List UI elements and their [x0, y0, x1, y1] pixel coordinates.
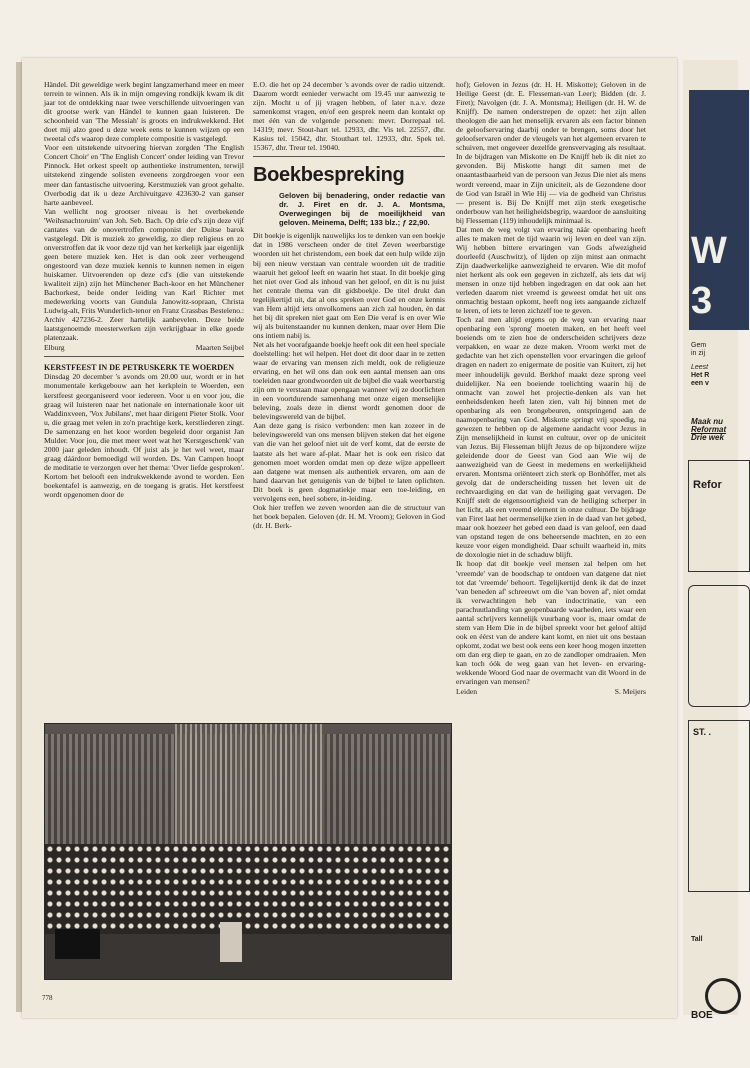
ad-line: Reformat — [691, 425, 727, 434]
ad-number: 3 — [691, 280, 713, 322]
column-2 — [253, 80, 445, 710]
ad-line: Tall — [691, 936, 703, 943]
signature-place: Leiden — [456, 687, 478, 697]
page-number: 778 — [42, 994, 53, 1002]
ad-line: Gem — [691, 342, 707, 349]
ad-line: Het R — [691, 372, 710, 379]
ad-line: Drie wek — [691, 433, 724, 442]
paragraph: Van wellicht nog grootser niveau is het overbekende 'Weihsnachtoruim' van Joh. Seb. Bach. Op drie cd's zijn deze vijf cantates van de onovertroffen componist der Duitse barok vastgelegd. Dit is muziek zo geweldig, zo diep religieus en zo onverstroffen dat ik voor deze tijd van het kerkelijk jaar eigenlijk geen betere muziek ken. Het is dan ook zeer verheugend ongestoord van deze muziek kennis te kunnen nemen in eigen huiskamer. Uitvoerenden op deze cd's (die van uitstekende kwaliteit zijn) zijn het Münchener Bach-koor en het Münchener Bachorkest, beide onder leiding van Karl Richter met medewerking voorts van Gundula Janowitz-sopraan, Christa Ludwig-alt, Frits Wunderlich-tenor en Franz Crassbas Besteleno.: Archiv 427236-2. Zeer hartelijk aanbevelen. Deze beide laatstgenoemde meesterwerken zijn verkrijgbaar in elke goede platenzaak. — [44, 206, 244, 343]
paragraph: Aan deze gang is risico verbonden: men kan zozeer in de belevingswereld van ons mensen blijven steken dat het eigene van die van het geloof niet uit de verf komt, dat de eerste de laatste als het ware af-plat. Maar het is ook een risico dat genomen moet worden omdat men op deze wijze appelleert aan datgene wat mensen als authentiek ervaren, om aan de hand daarvan het getuigenis van de bijbel te laten oplichten. Dit boek is geen dogmatiekje maar een toe-leiding, en vervolgens een, heel sobere, in-leiding. — [253, 421, 445, 503]
paragraph: Voor een uitstekende uitvoering hiervan zorgden 'The English Concert Choir' en 'The English Concert' onder leiding van Trevor Pinnock. Het orkest speelt op authentieke instrumenten, terwijl uitstekend zingende solisten eveneens zorgdroegen voor een meer dan fantastische uitvoering. Kerstmuziek van groot gehalte. Overbodig dat ik u deze Archivuitgave 423630-2 van ganser harte aanbeveel. — [44, 143, 244, 207]
signature — [44, 343, 244, 352]
ad-line: Leest — [691, 364, 709, 371]
ad-line: BOE — [691, 1010, 713, 1021]
piano — [55, 929, 100, 959]
paragraph: Dit boekje is eigenlijk nauwelijks los te denken van een boekje dat in 1986 verscheen onder de titel Zeven weerbarstige woorden uit het christendom, een boek dat een hulp wilde zijn bij een nieuw verstaan van centrale woorden uit de traditie waaruit het geloof leeft en waarin het staat. In dit boekje ging het niet over God als inhoud van het geloof, en dit is nu juist het centrale thema van dit gidsboekje. De titel drukt dan tegelijkertijd uit, dat al ons spreken over God en onze kennis van Hem altijd iets onvolkomens aan zich zal houden, én dat het bij dit spreken niet gaat om Een Die veraf is en over Wie wij als buitenstaander nu kunnen denken, maar over Hem Die ons intiem nabij is. — [253, 231, 445, 340]
paragraph: Ook hier treffen we zeven woorden aan die de structuur van het boek bepalen. Geloven (dr. H. M. Vroom); Geloven in God (dr. H. Berk- — [253, 502, 445, 530]
choir-concert-photo — [44, 723, 452, 980]
signature-author: S. Meijers — [614, 687, 646, 697]
paragraph: Händel. Dit geweldige werk begint langzamerhand meer en meer terrein te winnen. Als ik in mijn omgeving rondkijk kwam ik dit jaar tot de ontdekking naar twee verschillende uitvoeringen van dit grootse werk van Händel te kunnen gaan luisteren. De schoonheid van 'The Messiah' is groots en indrukwekkend. Het doet mij alzo goed u deze week eens te kunnen wijzen op een tweetal cd's waarop deze complete compositie is vastgelegd. — [44, 80, 244, 144]
ad-letter: W — [691, 230, 727, 272]
choir — [45, 844, 451, 934]
ad-line: een v — [691, 380, 709, 387]
ad-frame — [688, 585, 750, 707]
paragraph: Net als het voorafgaande boekje heeft ook dit een heel speciale doelstelling: het wil helpen. Het doet dit door daar in te zetten waar de ervaring van mensen zich meldt, ook de religieuze ervaring, en het wil ons dan ook een aantal mensen aan ons toeleiden naar grondwoorden uit de bijbel die vaak weerbarstig zijn om te verstaan maar opengaan wanneer wij ze doorlichten in een voortdurende samenhang met onze eigen menselijke beleving, zoals deze in dienst wordt genomen door de belevingswereld van de bijbel. — [253, 339, 445, 422]
logo-icon — [705, 978, 741, 1014]
organ-pipes-center — [175, 724, 325, 849]
next-page-edge — [683, 60, 738, 1021]
ad-frame — [688, 720, 750, 892]
ad-line: Maak nu — [691, 417, 724, 426]
ad-frame — [688, 460, 750, 572]
stage-floor — [45, 934, 451, 979]
ad-line: in zij — [691, 350, 706, 357]
book-details: Geloven bij benadering, onder redactie van dr. J. Firet en dr. J. A. Montsma, Overwegingen bij de moeilijkheid van geloven. Meinema, Delft; 133 blz.; ƒ 22,90. — [279, 191, 445, 228]
ad-line: ST. . — [693, 727, 712, 737]
signature-place: Elburg — [44, 343, 65, 353]
article-heading: KERSTFEEST IN DE PETRUSKERK TE WOERDEN — [44, 363, 235, 373]
paragraph: Dinsdag 20 december 's avonds om 20.00 uur, wordt er in het monumentale kerkgebouw aan het kerkplein te Woerden, een kerstfeest georganiseerd voor iedereen. Voor u en voor jou, die graag wil luisteren naar het nationale en internationale koor uit Waddinxveen, 'Vox Jubilans', met haar dirigent Pieter Stolk. Voor u, die graag met velen in zo'n prachtige kerk, kerstliederen zingt. De samenzang en het koor worden begeleid door organist Jan Mulder. Voor jou, die met meer weet wat het 'Kerstgeschenk' van 2000 jaar geleden inhoudt. Of juist als je het wel weet, maar graag dáárdoor bemoedigd wil worden. Ds. Van Campen hoopt de meditatie te verzorgen over het thema: 'Over liefde gesproken'. Kortom het belooft een indrukwekkende avond te worden. Een boekentafel is aanwezig, en de toegang is gratis. Het kerstfeest wordt opgenomen door de — [44, 372, 244, 500]
column-3 — [456, 80, 646, 1000]
podium — [220, 922, 242, 962]
ad-slogan — [691, 418, 726, 442]
paragraph: Toch zal men altijd ergens op de weg van ervaring naar openbaring een 'sprong' moeten maken, en het heeft veel boeiends om te zien hoe de onderscheiden schrijvers deze verpakken, en waar ze deze maken. Vroom werkt met de gedachte van het zich openstellen voor ervaringen die geloof dragen en nadert zo enigermate de positie van Kuitert, zij het meer inhoudelijk gevuld. Berkhof maakt deze sprong veel duidelijker. Na een boeiende toelichting waarin hij de onmacht van zowel het projectie-denken als van het eenheidsdenken heeft laten zien, valt hij binnen met de openbaring als een brongebeuren, ontspringend aan de naamopenbaring van God. Miskotte springt vrij spoedig, na gewezen te hebben op de algemene aandacht voor Jezus in Zijn menselijkheid in kunst en cultuur, over op de uniciteit van Jezus. Bij Flesseman blijft Jezus de op bijzondere wijze geleidende door de Geest van God aan Wie wij de aanwezigheid van de Geest in medemens en werkelijkheid ervaren. Montsma oriënteert zich sterk op Bonhöffer, met als gevolg dat de onderscheiding tussen het leven uit de rechtvaardiging en dat van de heiliging gaat vervagen. De Knijff stelt de eigensoortigheid van de heiliging scherper in het licht, als een vreemd element in onze cultuur. De bijdrage van Firet laat het oermenselijke zien in de daad van het gebed, maar ook hoezeer het gebed een daad is van geloof, een daad van opstand tegen de ons beheersende machten, en zo een keuze voor eigen mondigheid. Daar schuilt waarheid in, mits de doxologie niet in de schaduw blijft. — [456, 315, 646, 560]
divider — [44, 356, 244, 357]
paragraph: E.O. die het op 24 december 's avonds over de radio uitzendt. Daarom wordt eenieder verwacht om 19.45 uur aanwezig te zijn. Mocht u of jij vragen hebben, of later n.a.v. deze samenkomst vragen, en/of een gesprek neem dan kontakt op met één van de volgende personen: mevr. Dorrepaal tel. 14319; mevr. Stout-hart tel. 12933, dhr. Vis tel. 22557, dhr. Kasius tel. 15042, dhr. Stouthart tel. 12933, dhr. Spek tel. 15367, dhr. Treur tel. 19040. — [253, 80, 445, 153]
divider — [253, 156, 445, 157]
signature — [456, 687, 646, 696]
ad-line: Refor — [693, 479, 722, 491]
paragraph: hof); Geloven in Jezus (dr. H. H. Miskotte); Geloven in de Heilige Geest (dr. E. Flesseman-van Leer); Bidden (dr. J. Firet); Navolgen (dr. J. A. Montsma); Heiligen (dr. H. W. de Knijff). De namen onderstrepen de opzet: het zijn allen theologen die aan het menselijk ervaren als een factor binnen de geloofservaring daarbij onder te brengen, soms door het geloofservaren onder de vleugels van het algemeen ervaren te schuiven, met ongeveer dezelfde grensvervaging als resultaat. In de bijdragen van Miskotte en De Knijff heb ik dit niet zo gevonden. Bij Miskotte hangt dit samen met de onaantastbaarheid van de persoon van Jezus Die niet als mens wordt vereend, maar in Zijn uniciteit, als de Gezondene door de God van Israël in Wie Hij — via de godheid van Christus — present is. Bij De Knijff met zijn sterk exegetische onderbouw van het heiligheidsbegrip, waardoor de aansluiting bij Flesseman (119) inhoudelijk minimaal is. — [456, 80, 646, 225]
magazine-page — [22, 58, 677, 1018]
paragraph: Dat men de weg volgt van ervaring náár openbaring heeft alles te maken met de tijd waarin wij leven en deel van zijn. Wij hebben bittere ervaringen van Gods afwezigheid doorleefd (Auschwitz), of lijden op zijn minst aan onmacht Zijn daadwerkelijke aanwezigheid te ervaren. Wie dit mofof niet herkent als ook een gegeven in zichzelf, als iets dat wij mensen in onze tijd hebben ingedragen en dat ook aan het verleden daarom niet vreemd is geweest omdat het uit ons onmachtig bestaan opkomt, heeft nog iets aangaande zichzelf te leren, of iets te leren zichzelf toe te geven. — [456, 224, 646, 316]
section-title: Boekbespreking — [253, 164, 405, 187]
paragraph: Ik hoop dat dit boekje veel mensen zal helpen om het 'vreemde' van de boodschap te ontdoen van datgene dat niet tot dat 'vreemde' behoort. Tegelijkertijd denk ik dat de inzet 'van beneden af' schreeuwt om die 'van boven af', niet omdat ik verwachtingen heb van indoctrinatie, van een parachuutlanding van geopenbaarde waarheden, iets waar een aantal schrijvers kennelijk vuurbang voor is, maar omdat de stem van Hem Die in de bijbel spreekt voor het geloof altijd ook en éérst van de andere kant komt, en niet uit ons bestaan opkomt, zodat we best ook eens een keer hoog mogen inzetten om dan erg diep te gaan, en zo de zandloper omdraaien. Men kan toch óók de weg gaan van het leven- en ervaring-wekkende Woord God naar de overmacht van dit Woord in de ervaringen van mensen? — [456, 559, 646, 687]
signature-author: Maarten Seijbel — [195, 343, 244, 353]
ad-text — [691, 342, 709, 388]
advertisement — [689, 90, 749, 330]
